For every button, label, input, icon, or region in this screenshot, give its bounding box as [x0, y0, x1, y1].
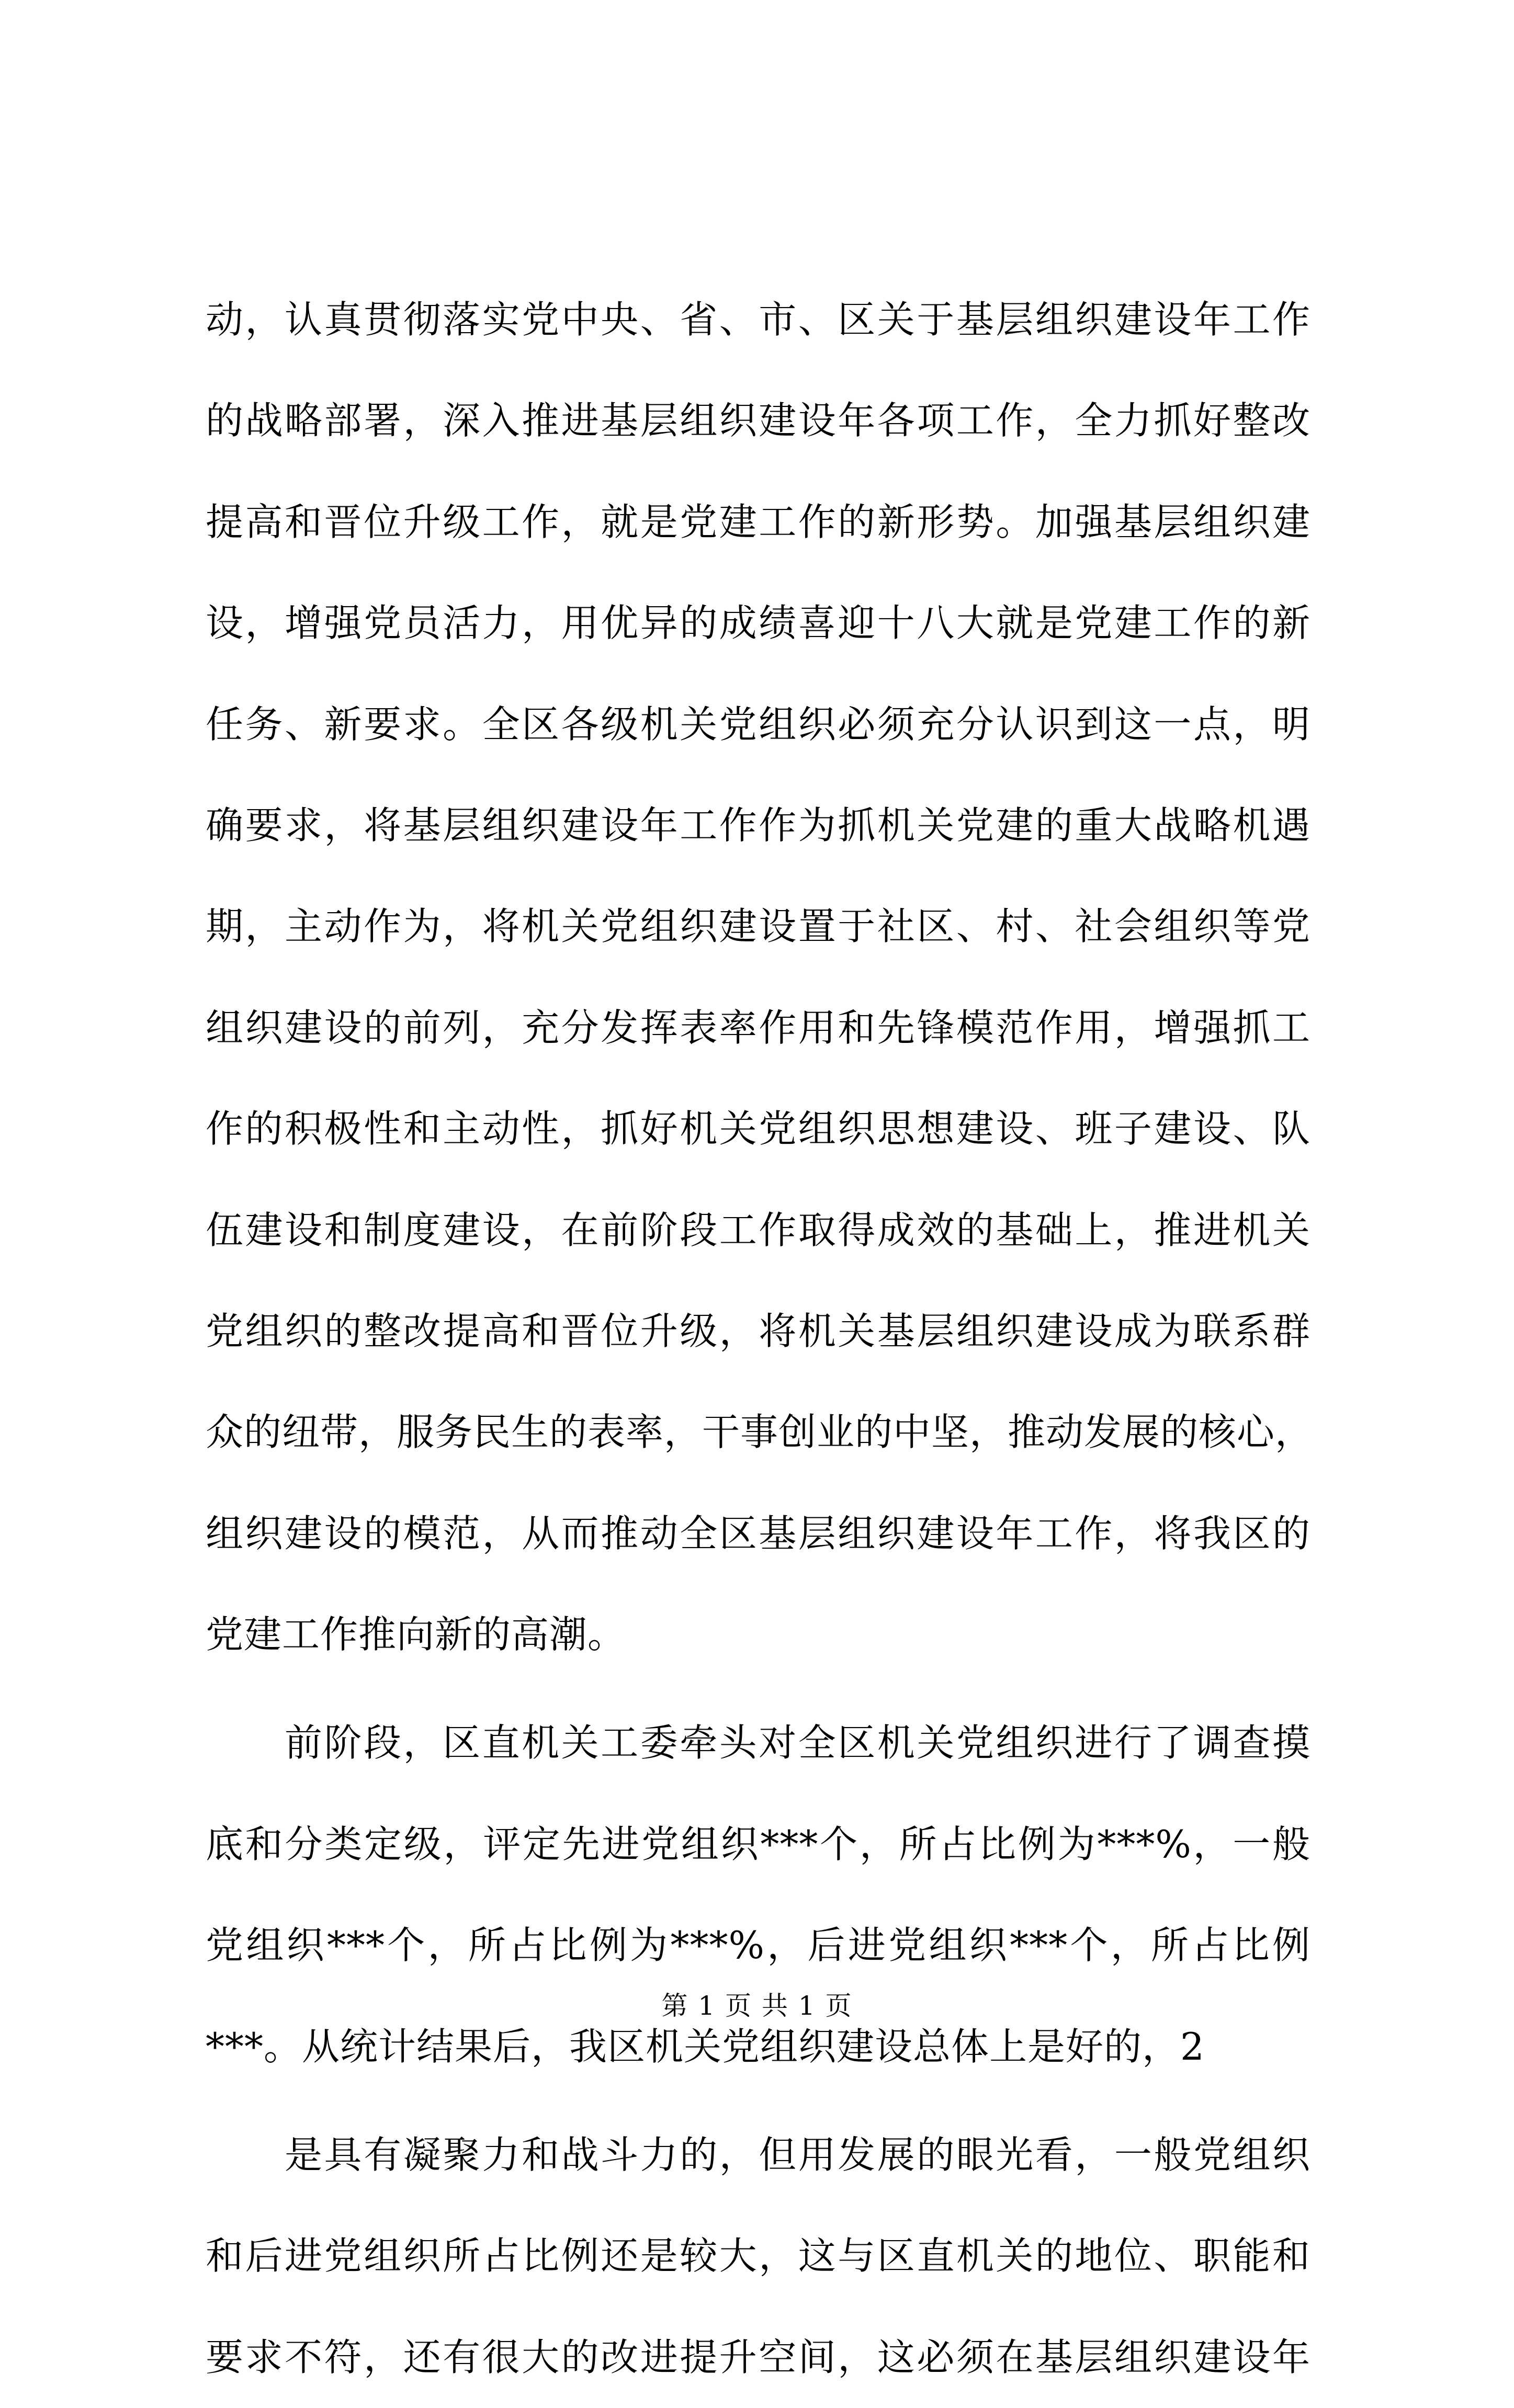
text-line: 要求不符，还有很大的改进提升空间，这必须在基层组织建设年: [206, 2335, 1310, 2379]
text-line: 伍建设和制度建设，在前阶段工作取得成效的基础上，推进机关: [206, 1208, 1310, 1252]
text-line: 设，增强党员活力，用优异的成绩喜迎十八大就是党建工作的新: [206, 601, 1310, 645]
text-line: 众的纽带，服务民生的表率，干事创业的中坚，推动发展的核心，: [206, 1410, 1314, 1455]
document-body: [206, 269, 1314, 2408]
text-line: 党组织的整改提高和晋位升级，将机关基层组织建设成为联系群: [206, 1309, 1310, 1353]
paragraph-2: [206, 1693, 1310, 2097]
text-line: 的战略部署，深入推进基层组织建设年各项工作，全力抓好整改: [206, 399, 1310, 443]
text-line: 提高和晋位升级工作，就是党建工作的新形势。加强基层组织建: [206, 499, 1310, 544]
text-line: 任务、新要求。全区各级机关党组织必须充分认识到这一点，明: [206, 702, 1310, 746]
text-line: 和后进党组织所占比例还是较大，这与区直机关的地位、职能和: [206, 2234, 1310, 2278]
text-line: 组织建设的前列，充分发挥表率作用和先锋模范作用，增强抓工: [206, 1005, 1310, 1050]
text-line: 前阶段，区直机关工委牵头对全区机关党组织进行了调查摸: [206, 1721, 1310, 1765]
paragraph-1: [206, 269, 1314, 1685]
paragraph-spacer: [206, 2097, 1310, 2105]
text-line: 确要求，将基层组织建设年工作作为抓机关党建的重大战略机遇: [206, 803, 1310, 847]
text-line: 作的积极性和主动性，抓好机关党组织思想建设、班子建设、队: [206, 1107, 1310, 1151]
text-line: 组织建设的模范，从而推动全区基层组织建设年工作，将我区的: [206, 1511, 1310, 1555]
text-line: 动，认真贯彻落实党中央、省、市、区关于基层组织建设年工作: [206, 298, 1310, 342]
text-line: ***。从统计结果后，我区机关党组织建设总体上是好的，2: [206, 2024, 1205, 2069]
page-number-footer: 第 1 页 共 1 页: [661, 1991, 853, 2021]
text-line: 是具有凝聚力和战斗力的，但用发展的眼光看，一般党组织: [206, 2133, 1310, 2177]
paragraph-spacer: [206, 1685, 1310, 1693]
text-line: 期，主动作为，将机关党组织建设置于社区、村、社会组织等党: [206, 904, 1310, 949]
paragraph-3: [206, 2105, 1310, 2408]
text-line: 党建工作推向新的高潮。: [206, 1612, 626, 1657]
text-line: 党组织***个，所占比例为***%，后进党组织***个，所占比例: [206, 1923, 1310, 1968]
text-line: 底和分类定级，评定先进党组织***个，所占比例为***%，一般: [206, 1822, 1310, 1866]
